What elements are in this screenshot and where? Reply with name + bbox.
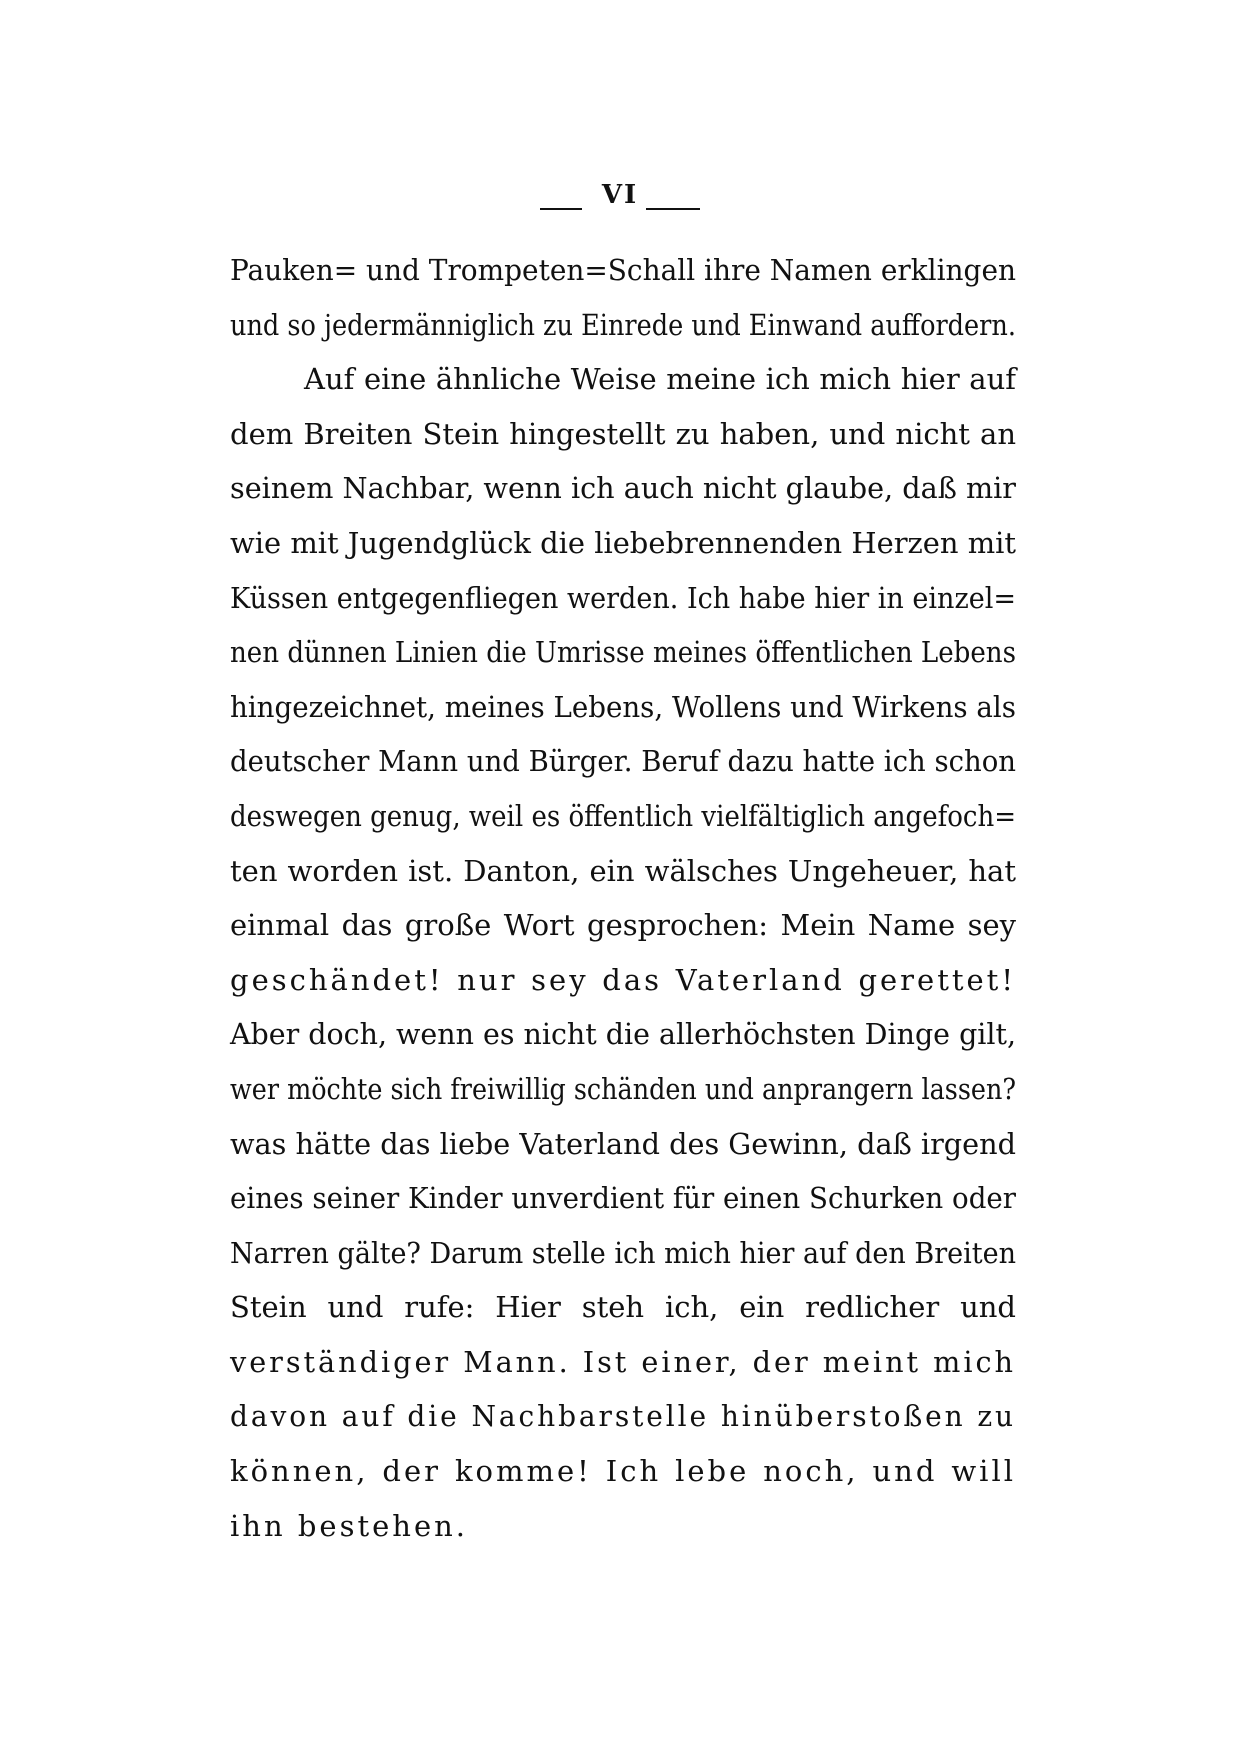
text-line: können, der komme! Ich lebe noch, und will — [230, 1454, 1016, 1489]
text-line: Auf eine ähnliche Weise meine ich mich hier auf — [304, 362, 1016, 397]
text-line: davon auf die Nachbarstelle hinüberstoßen zu — [230, 1399, 1016, 1434]
page-number: VI — [601, 180, 639, 210]
text-line: verständiger Mann. Ist einer, der meint mich — [230, 1344, 1016, 1379]
text-line: wie mit Jugendglück die liebebrennenden Herzen mit — [230, 525, 1016, 560]
text-line: und so jedermänniglich zu Einrede und Einwand auffordern. — [230, 307, 1016, 342]
text-line: geschändet! nur sey das Vaterland gerettet! — [230, 962, 1016, 997]
text-line: Pauken= und Trompeten=Schall ihre Namen erklingen — [230, 253, 1016, 287]
text-line: eines seiner Kinder unverdient für einen Schurken oder — [230, 1181, 1016, 1216]
text-line: dem Breiten Stein hingestellt zu haben, und nicht an — [230, 416, 1016, 451]
text-line: ten worden ist. Danton, ein wälsches Ungeheuer, hat — [230, 853, 1016, 888]
text-line: deutscher Mann und Bürger. Beruf dazu hatte ich schon — [230, 744, 1016, 779]
text-line: ihn bestehen. — [230, 1508, 469, 1543]
header-rule-right — [646, 208, 700, 210]
text-line: hingezeichnet, meines Lebens, Wollens und Wirkens als — [230, 689, 1016, 724]
body-text — [230, 243, 1016, 1553]
text-line: nen dünnen Linien die Umrisse meines öffentlichen Lebens — [230, 635, 1016, 670]
text-line: einmal das große Wort gesprochen: Mein Name sey — [230, 908, 1016, 943]
text-line: Aber doch, wenn es nicht die allerhöchsten Dinge gilt, — [230, 1017, 1016, 1052]
page-header — [540, 178, 700, 218]
text-line: Küssen entgegenfliegen werden. Ich habe hier in einzel= — [230, 580, 1016, 615]
text-line: wer möchte sich freiwillig schänden und anprangern lassen? — [230, 1071, 1016, 1106]
text-line: was hätte das liebe Vaterland des Gewinn, daß irgend — [230, 1126, 1016, 1161]
text-line: Narren gälte? Darum stelle ich mich hier auf den Breiten — [230, 1235, 1016, 1270]
text-line: deswegen genug, weil es öffentlich vielfältiglich angefoch= — [230, 798, 1016, 833]
text-line: Stein und rufe: Hier steh ich, ein redlicher und — [230, 1290, 1016, 1325]
text-line: seinem Nachbar, wenn ich auch nicht glaube, daß mir — [230, 471, 1016, 506]
